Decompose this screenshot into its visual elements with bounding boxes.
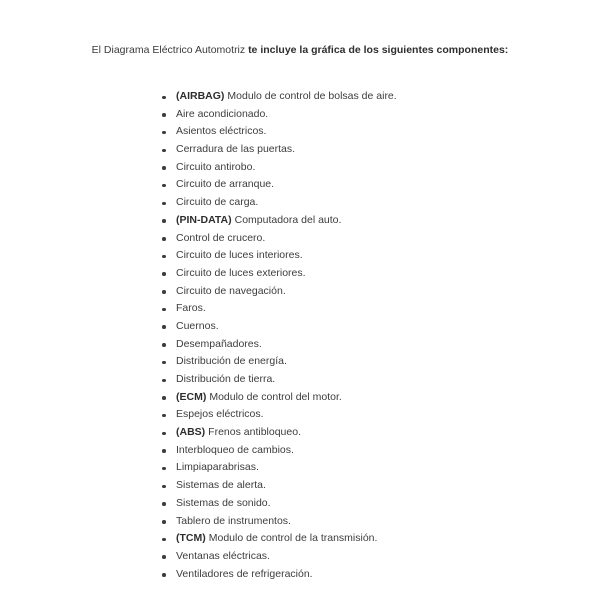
bullet-icon xyxy=(162,396,166,400)
list-item xyxy=(162,548,397,566)
list-item-text: Control de crucero. xyxy=(176,231,266,244)
list-item-text: Cuernos. xyxy=(176,319,219,332)
list-item xyxy=(162,406,397,424)
list-item-text: Ventiladores de refrigeración. xyxy=(176,567,313,580)
list-item-text: Interbloqueo de cambios. xyxy=(176,443,294,456)
bullet-icon xyxy=(162,502,166,506)
list-item-text: Espejos eléctricos. xyxy=(176,408,264,421)
list-item-text: Asientos eléctricos. xyxy=(176,125,267,138)
list-item xyxy=(162,353,397,371)
intro-text: El Diagrama Eléctrico Automotriz xyxy=(91,44,249,56)
list-item xyxy=(162,176,397,194)
list-item-text: Desempañadores. xyxy=(176,337,262,350)
component-list xyxy=(162,88,397,583)
list-item-text: Distribución de energía. xyxy=(176,355,287,368)
list-item-text: Ventanas eléctricas. xyxy=(176,549,270,562)
bullet-icon xyxy=(162,485,166,489)
bullet-icon xyxy=(162,113,166,117)
bullet-icon xyxy=(162,202,166,206)
list-item xyxy=(162,283,397,301)
list-item xyxy=(162,247,397,265)
list-item-text: Computadora del auto. xyxy=(234,213,342,226)
bullet-icon xyxy=(162,414,166,418)
list-item-text: Tablero de instrumentos. xyxy=(176,514,291,527)
list-item-text: Cerradura de las puertas. xyxy=(176,143,296,156)
list-item-code: (TCM) xyxy=(176,532,206,545)
list-item-text: Sistemas de sonido. xyxy=(176,496,271,509)
list-item-text: Circuito de navegación. xyxy=(176,284,286,297)
list-item xyxy=(162,159,397,177)
intro-bold-text: te incluye la gráfica de los siguientes componentes: xyxy=(248,44,509,56)
bullet-icon xyxy=(162,96,166,100)
list-item-text: Faros. xyxy=(176,302,206,315)
bullet-icon xyxy=(162,361,166,365)
list-item xyxy=(162,265,397,283)
list-item-text: Aire acondicionado. xyxy=(176,107,269,120)
bullet-icon xyxy=(162,255,166,259)
bullet-icon xyxy=(162,555,166,559)
list-item-code: (PIN-DATA) xyxy=(176,213,232,226)
bullet-icon xyxy=(162,131,166,135)
list-item-text: Distribución de tierra. xyxy=(176,373,276,385)
list-item-text: Sistemas de alerta. xyxy=(176,479,266,492)
bullet-icon xyxy=(162,379,166,383)
list-item xyxy=(162,141,397,159)
list-item xyxy=(162,566,397,584)
list-item-text: Frenos antibloqueo. xyxy=(208,426,301,439)
bullet-icon xyxy=(162,272,166,276)
bullet-icon xyxy=(162,308,166,312)
bullet-icon xyxy=(162,166,166,170)
list-item xyxy=(162,459,397,477)
intro-paragraph xyxy=(60,42,540,58)
bullet-icon xyxy=(162,538,166,542)
bullet-icon xyxy=(162,325,166,329)
list-item-text: Limpiaparabrisas. xyxy=(176,461,259,474)
list-item-code: (ABS) xyxy=(176,426,206,439)
list-item-code: (AIRBAG) xyxy=(176,90,225,102)
list-item xyxy=(162,300,397,318)
bullet-icon xyxy=(162,467,166,471)
list-item xyxy=(162,424,397,442)
list-item xyxy=(162,477,397,495)
list-item xyxy=(162,442,397,460)
list-item xyxy=(162,318,397,336)
list-item xyxy=(162,212,397,230)
list-item-text: Circuito de luces interiores. xyxy=(176,249,303,262)
list-item-text: Circuito de arranque. xyxy=(176,178,275,191)
bullet-icon xyxy=(162,432,166,436)
list-item xyxy=(162,513,397,531)
list-item-text: Modulo de control de la transmisión. xyxy=(208,532,378,545)
bullet-icon xyxy=(162,149,166,153)
list-item xyxy=(162,88,397,106)
list-item xyxy=(162,371,397,389)
list-item-text: Circuito de luces exteriores. xyxy=(176,266,306,279)
list-item xyxy=(162,123,397,141)
bullet-icon xyxy=(162,343,166,347)
list-item-text: Circuito antirobo. xyxy=(176,160,256,173)
list-item-text: Circuito de carga. xyxy=(176,196,259,209)
bullet-icon xyxy=(162,573,166,577)
bullet-icon xyxy=(162,237,166,241)
list-item-code: (ECM) xyxy=(176,390,207,403)
list-item xyxy=(162,336,397,354)
list-item xyxy=(162,230,397,248)
list-item-text: Modulo de control del motor. xyxy=(209,390,342,403)
bullet-icon xyxy=(162,520,166,524)
list-item-text: Modulo de control de bolsas de aire. xyxy=(227,90,397,102)
list-item xyxy=(162,495,397,513)
list-item xyxy=(162,530,397,548)
bullet-icon xyxy=(162,449,166,453)
list-item xyxy=(162,194,397,212)
bullet-icon xyxy=(162,184,166,188)
list-item xyxy=(162,389,397,407)
bullet-icon xyxy=(162,219,166,223)
bullet-icon xyxy=(162,290,166,294)
list-item xyxy=(162,106,397,124)
